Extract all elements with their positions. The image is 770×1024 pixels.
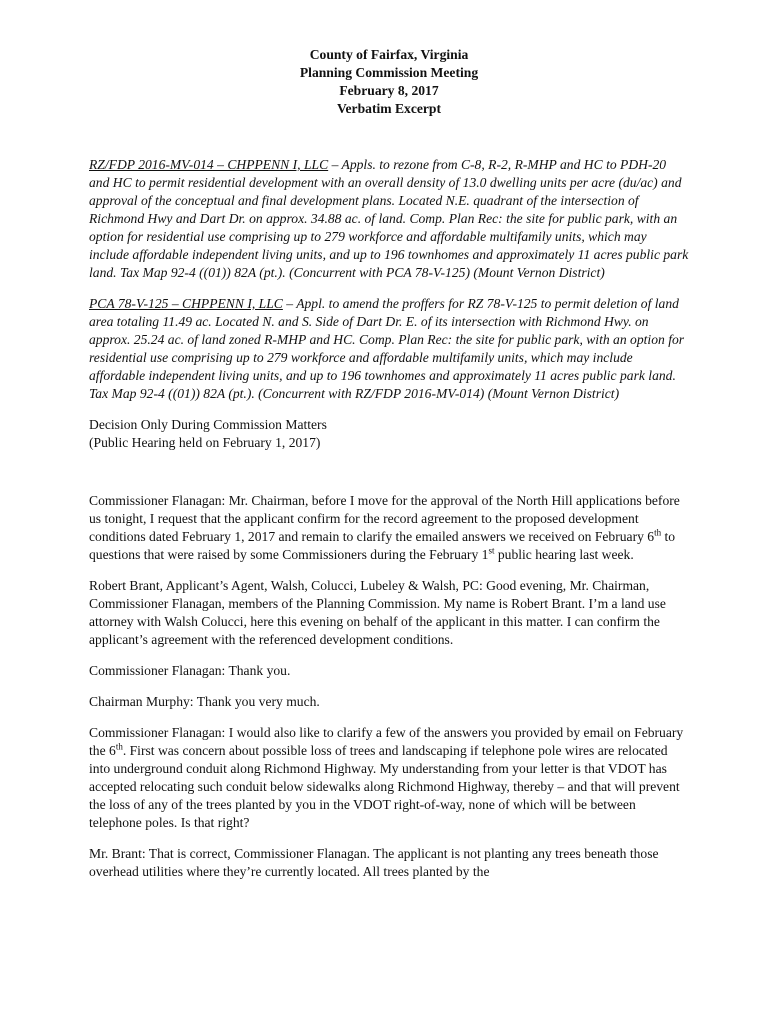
transcript-paragraph-1 — [89, 492, 689, 564]
header-excerpt: Verbatim Excerpt — [336, 101, 442, 116]
transcript-paragraph-4: Chairman Murphy: Thank you very much. — [89, 694, 320, 709]
transcript-text: to questions that were raised by some Commissioners during the February 1 — [89, 529, 676, 562]
transcript-paragraph-3: Commissioner Flanagan: Thank you. — [89, 663, 291, 678]
ordinal-suffix: st — [488, 545, 495, 556]
case-description-pca — [89, 295, 689, 403]
ordinal-suffix: th — [115, 741, 123, 752]
header-county: County of Fairfax, Virginia — [309, 47, 469, 62]
case-text-pca: – Appl. to amend the proffers for RZ 78-V-125 to permit deletion of land area totaling 11.49 ac. Located N. and S. Side of Dart Dr. E. of its intersection with Richmond Hwy. on approx. 25.24 ac. of land zoned R-MHP and HC. Comp. Plan Rec: the site for public park, with an option for residential use comprising up to 279 workforce and affordable multifamily units, which may include affordable independent living units, and up to 196 townhomes and approximately 11 acres public park land. Tax Map 92-4 ((01)) 82A (pt.). (Concurrent with RZ/FDP 2016-MV-014) (Mount Vernon District) — [89, 296, 685, 401]
transcript-text: public hearing last week. — [494, 547, 634, 562]
case-text-rz: – Appls. to rezone from C-8, R-2, R-MHP and HC to PDH-20 and HC to permit residential development with an overall density of 13.0 dwelling units per acre (du/ac) and approval of the conceptual and final development plans. Located N.E. quadrant of the intersection of Richmond Hwy and Dart Dr. on approx. 34.88 ac. of land. Comp. Plan Rec: the site for public park, with an option for residential use comprising up to 279 workforce and affordable multifamily units, which may include affordable independent living units, and up to 196 townhomes and approximately 11 acres public park land. Tax Map 92-4 ((01)) 82A (pt.). (Concurrent with PCA 78-V-125) (Mount Vernon District) — [89, 157, 689, 280]
hearing-line: (Public Hearing held on February 1, 2017) — [89, 435, 321, 450]
header-date: February 8, 2017 — [339, 83, 439, 98]
transcript-paragraph-6: Mr. Brant: That is correct, Commissioner Flanagan. The applicant is not planting any trees beneath those overhead utilities where they’re currently located. All trees planted by the — [89, 846, 659, 879]
transcript-text: Commissioner Flanagan: Mr. Chairman, before I move for the approval of the North Hill applications before us tonight, I request that the applicant confirm for the record agreement to the proposed development conditions dated February 1, 2017 and remain to clarify the emailed answers we received on February 6 — [89, 493, 680, 544]
document-page — [89, 46, 689, 894]
decision-note — [89, 416, 689, 452]
case-id-rz: RZ/FDP 2016-MV-014 – CHPPENN I, LLC — [89, 157, 329, 172]
transcript-text: . First was concern about possible loss of trees and landscaping if telephone pole wires are relocated into underground conduit along Richmond Highway. My understanding from your letter is that VDOT has accepted relocating such conduit below sidewalks along Richmond Highway, thereby – and that will prevent the loss of any of the trees planted by you in the VDOT right-of-way, none of which will be between telephone poles. Is that right? — [89, 743, 680, 830]
ordinal-suffix: th — [654, 527, 662, 538]
transcript-paragraph-2: Robert Brant, Applicant’s Agent, Walsh, Colucci, Lubeley & Walsh, PC: Good evening, Mr. Chairman, Commissioner Flanagan, members of the Planning Commission. My name is Robert Brant. I’m a land use attorney with Walsh Colucci, here this evening on behalf of the applicant in this matter. I can confirm the applicant’s agreement with the referenced development conditions. — [89, 578, 666, 647]
header-meeting: Planning Commission Meeting — [299, 65, 479, 80]
transcript-paragraph-5 — [89, 724, 689, 832]
decision-line: Decision Only During Commission Matters — [89, 417, 327, 432]
transcript-text: Commissioner Flanagan: I would also like to clarify a few of the answers you provided by email on February the 6 — [89, 725, 684, 758]
case-description-rz — [89, 156, 689, 282]
case-id-pca: PCA 78-V-125 – CHPPENN I, LLC — [89, 296, 283, 311]
document-header — [89, 46, 689, 118]
